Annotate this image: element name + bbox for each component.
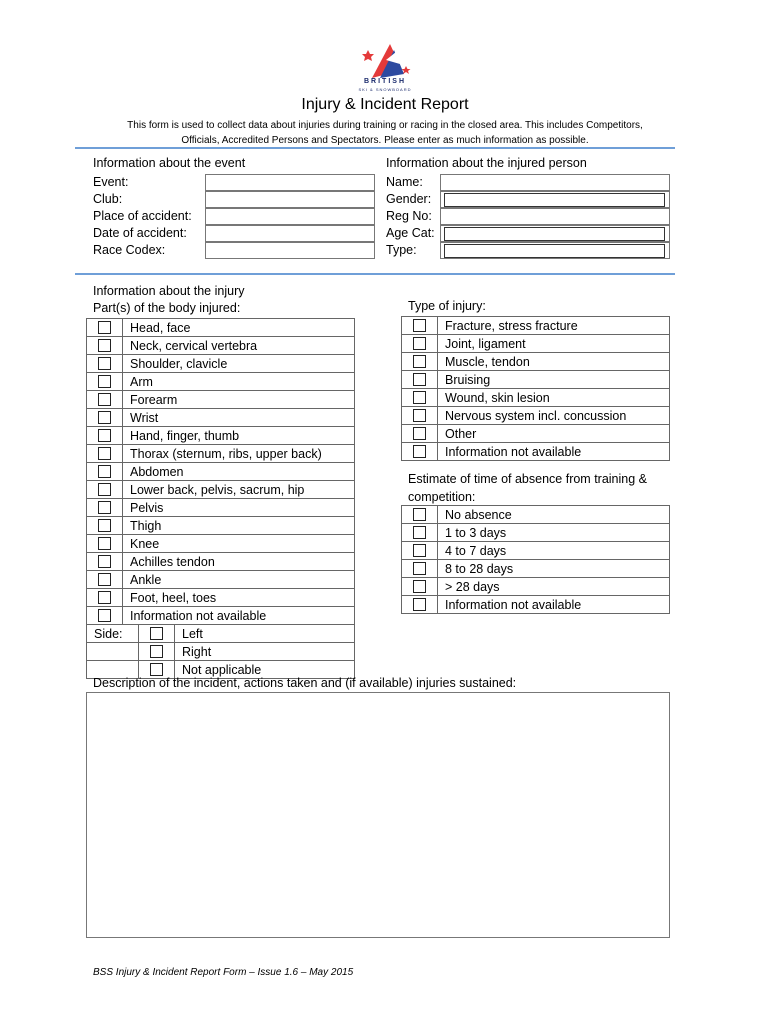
injury-type-checkbox-cell [402, 425, 438, 443]
body-part-label: Abdomen [123, 463, 355, 481]
body-part-label: Wrist [123, 409, 355, 427]
body-part-row [87, 517, 355, 535]
agecat-field-cell [440, 225, 670, 242]
absence-checkbox-cell [402, 560, 438, 578]
absence-checkbox-cell [402, 542, 438, 560]
injury-type-checkbox-cell [402, 371, 438, 389]
body-part-row [87, 319, 355, 337]
body-part-label: Shoulder, clavicle [123, 355, 355, 373]
side-right-checkbox[interactable] [150, 645, 163, 658]
body-part-row [87, 535, 355, 553]
body-part-row [87, 373, 355, 391]
body-part-row [87, 553, 355, 571]
regno-label: Reg No: [386, 209, 432, 223]
body-part-checkbox[interactable] [98, 357, 111, 370]
place-label: Place of accident: [93, 209, 192, 223]
body-part-checkbox-cell [87, 481, 123, 499]
page-title: Injury & Incident Report [301, 96, 469, 113]
absence-table [401, 505, 670, 614]
intro-line-2: Officials, Accredited Persons and Spectators. Please enter as much information as possible. [181, 135, 589, 146]
body-part-checkbox[interactable] [98, 429, 111, 442]
absence-checkbox[interactable] [413, 562, 426, 575]
injury-type-checkbox[interactable] [413, 391, 426, 404]
side-left-cell [139, 625, 175, 643]
body-part-checkbox-cell [87, 427, 123, 445]
intro-text [100, 118, 670, 148]
side-row-right [87, 643, 355, 661]
person-labels [386, 174, 435, 259]
body-part-checkbox[interactable] [98, 321, 111, 334]
body-part-label: Foot, heel, toes [123, 589, 355, 607]
injury-type-label: Information not available [438, 443, 670, 461]
body-part-checkbox[interactable] [98, 573, 111, 586]
body-part-checkbox[interactable] [98, 591, 111, 604]
gender-select[interactable] [444, 193, 665, 207]
body-part-checkbox-cell [87, 589, 123, 607]
injury-type-row [402, 425, 670, 443]
body-part-row [87, 463, 355, 481]
absence-row [402, 596, 670, 614]
body-part-row [87, 607, 355, 625]
side-na-label: Not applicable [175, 661, 355, 679]
body-part-checkbox[interactable] [98, 339, 111, 352]
injury-type-checkbox[interactable] [413, 427, 426, 440]
injury-type-checkbox[interactable] [413, 355, 426, 368]
body-part-label: Thigh [123, 517, 355, 535]
absence-label: 4 to 7 days [438, 542, 670, 560]
body-part-checkbox-cell [87, 355, 123, 373]
injury-type-checkbox-cell [402, 353, 438, 371]
gender-field-cell [440, 191, 670, 208]
body-part-label: Thorax (sternum, ribs, upper back) [123, 445, 355, 463]
side-right-label: Right [175, 643, 355, 661]
injury-heading: Information about the injury [93, 284, 245, 298]
side-empty-cell [87, 643, 139, 661]
injury-type-checkbox-cell [402, 443, 438, 461]
body-part-checkbox[interactable] [98, 537, 111, 550]
body-part-label: Pelvis [123, 499, 355, 517]
absence-heading-line-1: Estimate of time of absence from training & [408, 472, 647, 486]
body-part-row [87, 481, 355, 499]
body-part-checkbox-cell [87, 535, 123, 553]
injury-type-checkbox[interactable] [413, 337, 426, 350]
body-part-row [87, 391, 355, 409]
body-part-checkbox-cell [87, 373, 123, 391]
body-part-row [87, 337, 355, 355]
type-label: Type: [386, 243, 417, 257]
body-part-row [87, 409, 355, 427]
injury-type-label: Bruising [438, 371, 670, 389]
club-label: Club: [93, 192, 123, 206]
absence-checkbox[interactable] [413, 544, 426, 557]
gender-label: Gender: [386, 192, 432, 206]
body-part-checkbox-cell [87, 553, 123, 571]
event-label: Event: [93, 175, 129, 189]
body-part-label: Neck, cervical vertebra [123, 337, 355, 355]
absence-checkbox-cell [402, 596, 438, 614]
body-part-checkbox[interactable] [98, 375, 111, 388]
name-field[interactable] [440, 174, 670, 191]
injury-type-row [402, 371, 670, 389]
injury-type-label: Joint, ligament [438, 335, 670, 353]
agecat-label: Age Cat: [386, 226, 435, 240]
body-part-checkbox[interactable] [98, 393, 111, 406]
body-part-checkbox-cell [87, 607, 123, 625]
injury-type-label: Nervous system incl. concussion [438, 407, 670, 425]
injury-type-checkbox-cell [402, 317, 438, 335]
event-labels [93, 174, 192, 259]
injury-type-checkbox-cell [402, 407, 438, 425]
body-parts-table [86, 318, 355, 625]
injury-type-heading: Type of injury: [408, 299, 486, 313]
body-part-checkbox-cell [87, 499, 123, 517]
body-part-checkbox[interactable] [98, 519, 111, 532]
injury-type-row [402, 317, 670, 335]
injury-type-row [402, 335, 670, 353]
absence-heading-line-2: competition: [408, 490, 476, 504]
body-part-row [87, 355, 355, 373]
body-part-label: Forearm [123, 391, 355, 409]
body-part-label: Knee [123, 535, 355, 553]
date-field[interactable] [205, 225, 375, 242]
absence-row [402, 578, 670, 596]
body-part-checkbox-cell [87, 409, 123, 427]
absence-row [402, 506, 670, 524]
injury-type-checkbox[interactable] [413, 319, 426, 332]
body-part-label: Information not available [123, 607, 355, 625]
injury-type-table [401, 316, 670, 461]
event-heading: Information about the event [93, 156, 246, 170]
body-part-checkbox[interactable] [98, 465, 111, 478]
absence-checkbox[interactable] [413, 508, 426, 521]
side-right-cell [139, 643, 175, 661]
divider-middle [75, 273, 675, 275]
body-part-checkbox[interactable] [98, 447, 111, 460]
injury-type-label: Wound, skin lesion [438, 389, 670, 407]
body-part-row [87, 445, 355, 463]
body-part-checkbox[interactable] [98, 555, 111, 568]
body-part-checkbox-cell [87, 445, 123, 463]
body-part-checkbox-cell [87, 517, 123, 535]
absence-checkbox[interactable] [413, 598, 426, 611]
description-label: Description of the incident, actions taken and (if available) injuries sustained: [93, 676, 517, 690]
body-part-row [87, 571, 355, 589]
injury-type-row [402, 353, 670, 371]
person-heading: Information about the injured person [386, 156, 587, 170]
body-part-checkbox[interactable] [98, 483, 111, 496]
injury-type-checkbox[interactable] [413, 373, 426, 386]
injury-type-checkbox[interactable] [413, 409, 426, 422]
club-field[interactable] [205, 191, 375, 208]
absence-label: > 28 days [438, 578, 670, 596]
regno-field[interactable] [440, 208, 670, 225]
body-part-checkbox-cell [87, 571, 123, 589]
injury-type-label: Muscle, tendon [438, 353, 670, 371]
codex-label: Race Codex: [93, 243, 166, 257]
name-label: Name: [386, 175, 423, 189]
side-label: Side: [87, 625, 139, 643]
injury-type-row [402, 389, 670, 407]
intro-line-1: This form is used to collect data about injuries during training or racing in the closed area. This includes Competitors, [127, 120, 643, 131]
side-left-checkbox[interactable] [150, 627, 163, 640]
absence-checkbox-cell [402, 506, 438, 524]
absence-heading [408, 470, 647, 506]
logo-subtext: SKI & SNOWBOARD [358, 87, 412, 92]
body-part-label: Arm [123, 373, 355, 391]
absence-checkbox-cell [402, 524, 438, 542]
absence-row [402, 560, 670, 578]
body-part-checkbox[interactable] [98, 411, 111, 424]
absence-checkbox-cell [402, 578, 438, 596]
body-part-row [87, 499, 355, 517]
side-na-checkbox[interactable] [150, 663, 163, 676]
place-field[interactable] [205, 208, 375, 225]
body-part-checkbox[interactable] [98, 609, 111, 622]
absence-row [402, 542, 670, 560]
injury-type-row [402, 443, 670, 461]
body-part-label: Ankle [123, 571, 355, 589]
body-part-label: Hand, finger, thumb [123, 427, 355, 445]
footer-text: BSS Injury & Incident Report Form – Issue 1.6 – May 2015 [93, 967, 354, 978]
side-left-label: Left [175, 625, 355, 643]
injury-type-label: Fracture, stress fracture [438, 317, 670, 335]
type-select[interactable] [444, 244, 665, 258]
absence-row [402, 524, 670, 542]
side-row-left [87, 625, 355, 643]
absence-label: 8 to 28 days [438, 560, 670, 578]
injury-type-label: Other [438, 425, 670, 443]
divider-top [75, 147, 675, 149]
body-part-checkbox-cell [87, 319, 123, 337]
body-part-label: Head, face [123, 319, 355, 337]
date-label: Date of accident: [93, 226, 187, 240]
absence-checkbox[interactable] [413, 580, 426, 593]
injury-type-row [402, 407, 670, 425]
body-part-row [87, 427, 355, 445]
absence-label: No absence [438, 506, 670, 524]
codex-field[interactable] [205, 242, 375, 259]
absence-label: Information not available [438, 596, 670, 614]
injury-type-checkbox-cell [402, 389, 438, 407]
body-part-checkbox-cell [87, 463, 123, 481]
logo-text: BRITISH [364, 78, 406, 85]
body-part-checkbox[interactable] [98, 501, 111, 514]
injury-type-checkbox[interactable] [413, 445, 426, 458]
absence-checkbox[interactable] [413, 526, 426, 539]
injury-type-checkbox-cell [402, 335, 438, 353]
description-field[interactable] [86, 692, 670, 938]
absence-label: 1 to 3 days [438, 524, 670, 542]
body-part-checkbox-cell [87, 337, 123, 355]
side-table [86, 624, 355, 679]
body-part-checkbox-cell [87, 391, 123, 409]
body-part-label: Lower back, pelvis, sacrum, hip [123, 481, 355, 499]
agecat-select[interactable] [444, 227, 665, 241]
body-part-label: Achilles tendon [123, 553, 355, 571]
type-field-cell [440, 242, 670, 259]
body-part-row [87, 589, 355, 607]
event-field[interactable] [205, 174, 375, 191]
body-parts-heading: Part(s) of the body injured: [93, 301, 241, 315]
